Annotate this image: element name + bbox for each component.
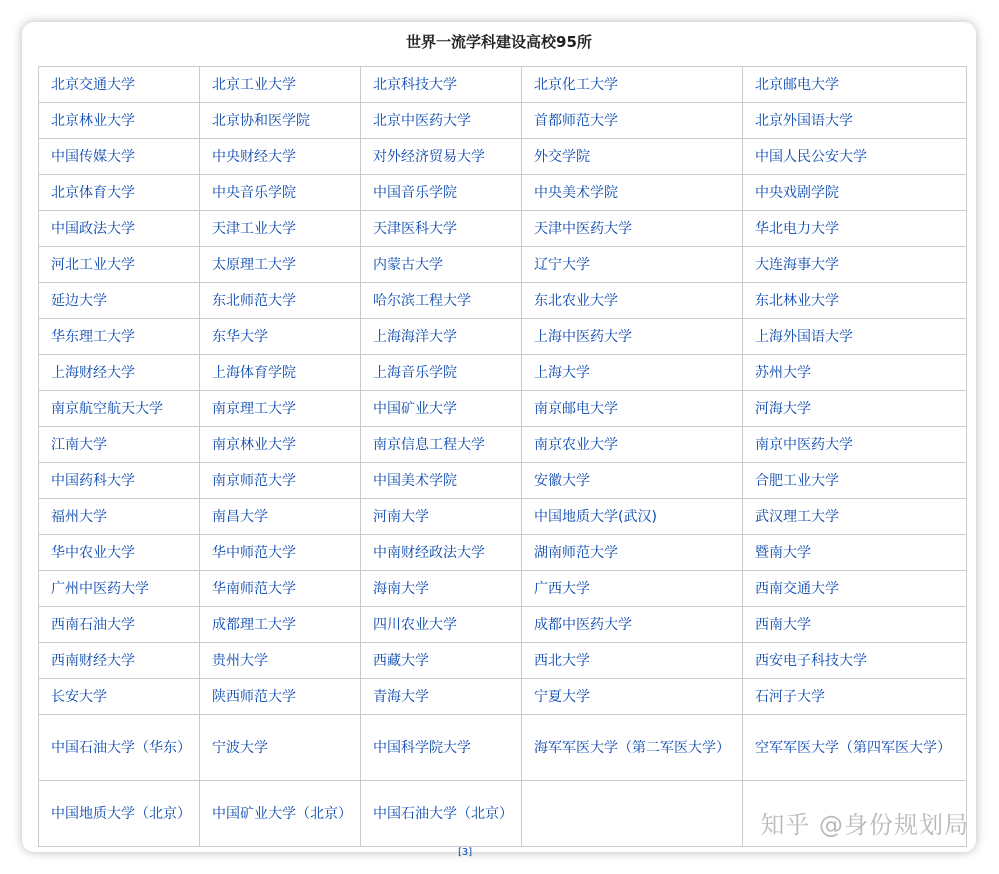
university-link[interactable]: 江南大学 — [39, 427, 200, 463]
university-link[interactable]: 北京外国语大学 — [743, 103, 967, 139]
university-link[interactable]: 上海体育学院 — [200, 355, 361, 391]
university-link[interactable]: 河南大学 — [361, 499, 522, 535]
university-link[interactable]: 北京协和医学院 — [200, 103, 361, 139]
university-link[interactable]: 南京邮电大学 — [522, 391, 743, 427]
table-row — [39, 715, 967, 781]
university-link[interactable]: 辽宁大学 — [522, 247, 743, 283]
university-link[interactable]: 中南财经政法大学 — [361, 535, 522, 571]
table-row — [39, 247, 967, 283]
university-link[interactable]: 广州中医药大学 — [39, 571, 200, 607]
university-link[interactable]: 湖南师范大学 — [522, 535, 743, 571]
university-link[interactable]: 上海大学 — [522, 355, 743, 391]
empty-cell — [522, 781, 743, 847]
university-link[interactable]: 北京交通大学 — [39, 67, 200, 103]
university-link[interactable]: 中国人民公安大学 — [743, 139, 967, 175]
university-link[interactable]: 上海外国语大学 — [743, 319, 967, 355]
university-link[interactable]: 西南大学 — [743, 607, 967, 643]
university-link[interactable]: 上海中医药大学 — [522, 319, 743, 355]
table-row — [39, 427, 967, 463]
table-card — [22, 22, 976, 858]
university-link[interactable]: 合肥工业大学 — [743, 463, 967, 499]
table-row — [39, 607, 967, 643]
university-link[interactable]: 东北林业大学 — [743, 283, 967, 319]
university-link[interactable]: 北京体育大学 — [39, 175, 200, 211]
university-link[interactable]: 长安大学 — [39, 679, 200, 715]
university-link[interactable]: 中国地质大学（北京） — [39, 781, 200, 847]
university-link[interactable]: 上海音乐学院 — [361, 355, 522, 391]
reference-mark[interactable]: [3] — [458, 847, 473, 858]
university-link[interactable]: 青海大学 — [361, 679, 522, 715]
university-link[interactable]: 南京理工大学 — [200, 391, 361, 427]
university-link[interactable]: 石河子大学 — [743, 679, 967, 715]
university-link[interactable]: 南京信息工程大学 — [361, 427, 522, 463]
university-link[interactable]: 苏州大学 — [743, 355, 967, 391]
university-link[interactable]: 南京师范大学 — [200, 463, 361, 499]
university-link[interactable]: 河海大学 — [743, 391, 967, 427]
university-link[interactable]: 上海财经大学 — [39, 355, 200, 391]
university-link[interactable]: 宁夏大学 — [522, 679, 743, 715]
table-row — [39, 463, 967, 499]
university-link[interactable]: 上海海洋大学 — [361, 319, 522, 355]
university-link[interactable]: 天津工业大学 — [200, 211, 361, 247]
table-row — [39, 67, 967, 103]
university-link[interactable]: 宁波大学 — [200, 715, 361, 781]
university-link[interactable]: 中央财经大学 — [200, 139, 361, 175]
table-row — [39, 535, 967, 571]
university-link[interactable]: 中国药科大学 — [39, 463, 200, 499]
university-link[interactable]: 中国石油大学（北京） — [361, 781, 522, 847]
university-link[interactable]: 西南石油大学 — [39, 607, 200, 643]
table-row — [39, 139, 967, 175]
university-link[interactable]: 南京农业大学 — [522, 427, 743, 463]
university-link[interactable]: 中国美术学院 — [361, 463, 522, 499]
university-link[interactable]: 天津医科大学 — [361, 211, 522, 247]
table-row — [39, 355, 967, 391]
university-link[interactable]: 北京邮电大学 — [743, 67, 967, 103]
university-link[interactable]: 华南师范大学 — [200, 571, 361, 607]
university-link[interactable]: 华中师范大学 — [200, 535, 361, 571]
table-caption: 世界一流学科建设高校95所 — [406, 33, 592, 51]
university-link[interactable]: 中国音乐学院 — [361, 175, 522, 211]
university-link[interactable]: 贵州大学 — [200, 643, 361, 679]
university-link[interactable]: 南昌大学 — [200, 499, 361, 535]
university-link[interactable]: 西藏大学 — [361, 643, 522, 679]
university-link[interactable]: 西南交通大学 — [743, 571, 967, 607]
university-link[interactable]: 中国石油大学（华东） — [39, 715, 200, 781]
university-link[interactable]: 中国地质大学(武汉) — [522, 499, 743, 535]
watermark: 知乎 @身份规划局 — [760, 811, 969, 839]
university-link[interactable]: 西南财经大学 — [39, 643, 200, 679]
table-row — [39, 175, 967, 211]
university-link[interactable]: 南京林业大学 — [200, 427, 361, 463]
university-link[interactable]: 中国矿业大学（北京） — [200, 781, 361, 847]
university-link[interactable]: 北京中医药大学 — [361, 103, 522, 139]
university-link[interactable]: 中央戏剧学院 — [743, 175, 967, 211]
university-link[interactable]: 广西大学 — [522, 571, 743, 607]
university-link[interactable]: 哈尔滨工程大学 — [361, 283, 522, 319]
table-row — [39, 283, 967, 319]
university-link[interactable]: 安徽大学 — [522, 463, 743, 499]
university-link[interactable]: 延边大学 — [39, 283, 200, 319]
table-row — [39, 211, 967, 247]
university-link[interactable]: 华北电力大学 — [743, 211, 967, 247]
university-link[interactable]: 空军军医大学（第四军医大学） — [743, 715, 967, 781]
table-row — [39, 643, 967, 679]
university-link[interactable]: 中央音乐学院 — [200, 175, 361, 211]
university-link[interactable]: 海军军医大学（第二军医大学） — [522, 715, 743, 781]
university-link[interactable]: 东北农业大学 — [522, 283, 743, 319]
university-link[interactable]: 北京化工大学 — [522, 67, 743, 103]
university-link[interactable]: 中国科学院大学 — [361, 715, 522, 781]
university-link[interactable]: 暨南大学 — [743, 535, 967, 571]
university-link[interactable]: 福州大学 — [39, 499, 200, 535]
university-link[interactable]: 天津中医药大学 — [522, 211, 743, 247]
university-link[interactable]: 中央美术学院 — [522, 175, 743, 211]
university-link[interactable]: 北京科技大学 — [361, 67, 522, 103]
university-link[interactable]: 太原理工大学 — [200, 247, 361, 283]
table-row — [39, 499, 967, 535]
university-link[interactable]: 首都师范大学 — [522, 103, 743, 139]
university-link[interactable]: 中国传媒大学 — [39, 139, 200, 175]
university-link[interactable]: 南京航空航天大学 — [39, 391, 200, 427]
university-link[interactable]: 南京中医药大学 — [743, 427, 967, 463]
university-link[interactable]: 西安电子科技大学 — [743, 643, 967, 679]
university-link[interactable]: 对外经济贸易大学 — [361, 139, 522, 175]
university-link[interactable]: 中国矿业大学 — [361, 391, 522, 427]
university-link[interactable]: 中国政法大学 — [39, 211, 200, 247]
university-link[interactable]: 成都理工大学 — [200, 607, 361, 643]
university-link[interactable]: 大连海事大学 — [743, 247, 967, 283]
university-link[interactable]: 北京工业大学 — [200, 67, 361, 103]
university-link[interactable]: 西北大学 — [522, 643, 743, 679]
university-link[interactable]: 内蒙古大学 — [361, 247, 522, 283]
university-link[interactable]: 外交学院 — [522, 139, 743, 175]
university-link[interactable]: 华中农业大学 — [39, 535, 200, 571]
university-link[interactable]: 陕西师范大学 — [200, 679, 361, 715]
table-row — [39, 571, 967, 607]
university-link[interactable]: 东华大学 — [200, 319, 361, 355]
university-link[interactable]: 东北师范大学 — [200, 283, 361, 319]
table-row — [39, 319, 967, 355]
university-link[interactable]: 北京林业大学 — [39, 103, 200, 139]
university-link[interactable]: 华东理工大学 — [39, 319, 200, 355]
university-link[interactable]: 成都中医药大学 — [522, 607, 743, 643]
table-row — [39, 679, 967, 715]
table-row — [39, 103, 967, 139]
table-row — [39, 391, 967, 427]
university-link[interactable]: 海南大学 — [361, 571, 522, 607]
university-table — [38, 66, 967, 847]
table-body — [39, 67, 967, 847]
university-link[interactable]: 河北工业大学 — [39, 247, 200, 283]
university-link[interactable]: 武汉理工大学 — [743, 499, 967, 535]
university-link[interactable]: 四川农业大学 — [361, 607, 522, 643]
